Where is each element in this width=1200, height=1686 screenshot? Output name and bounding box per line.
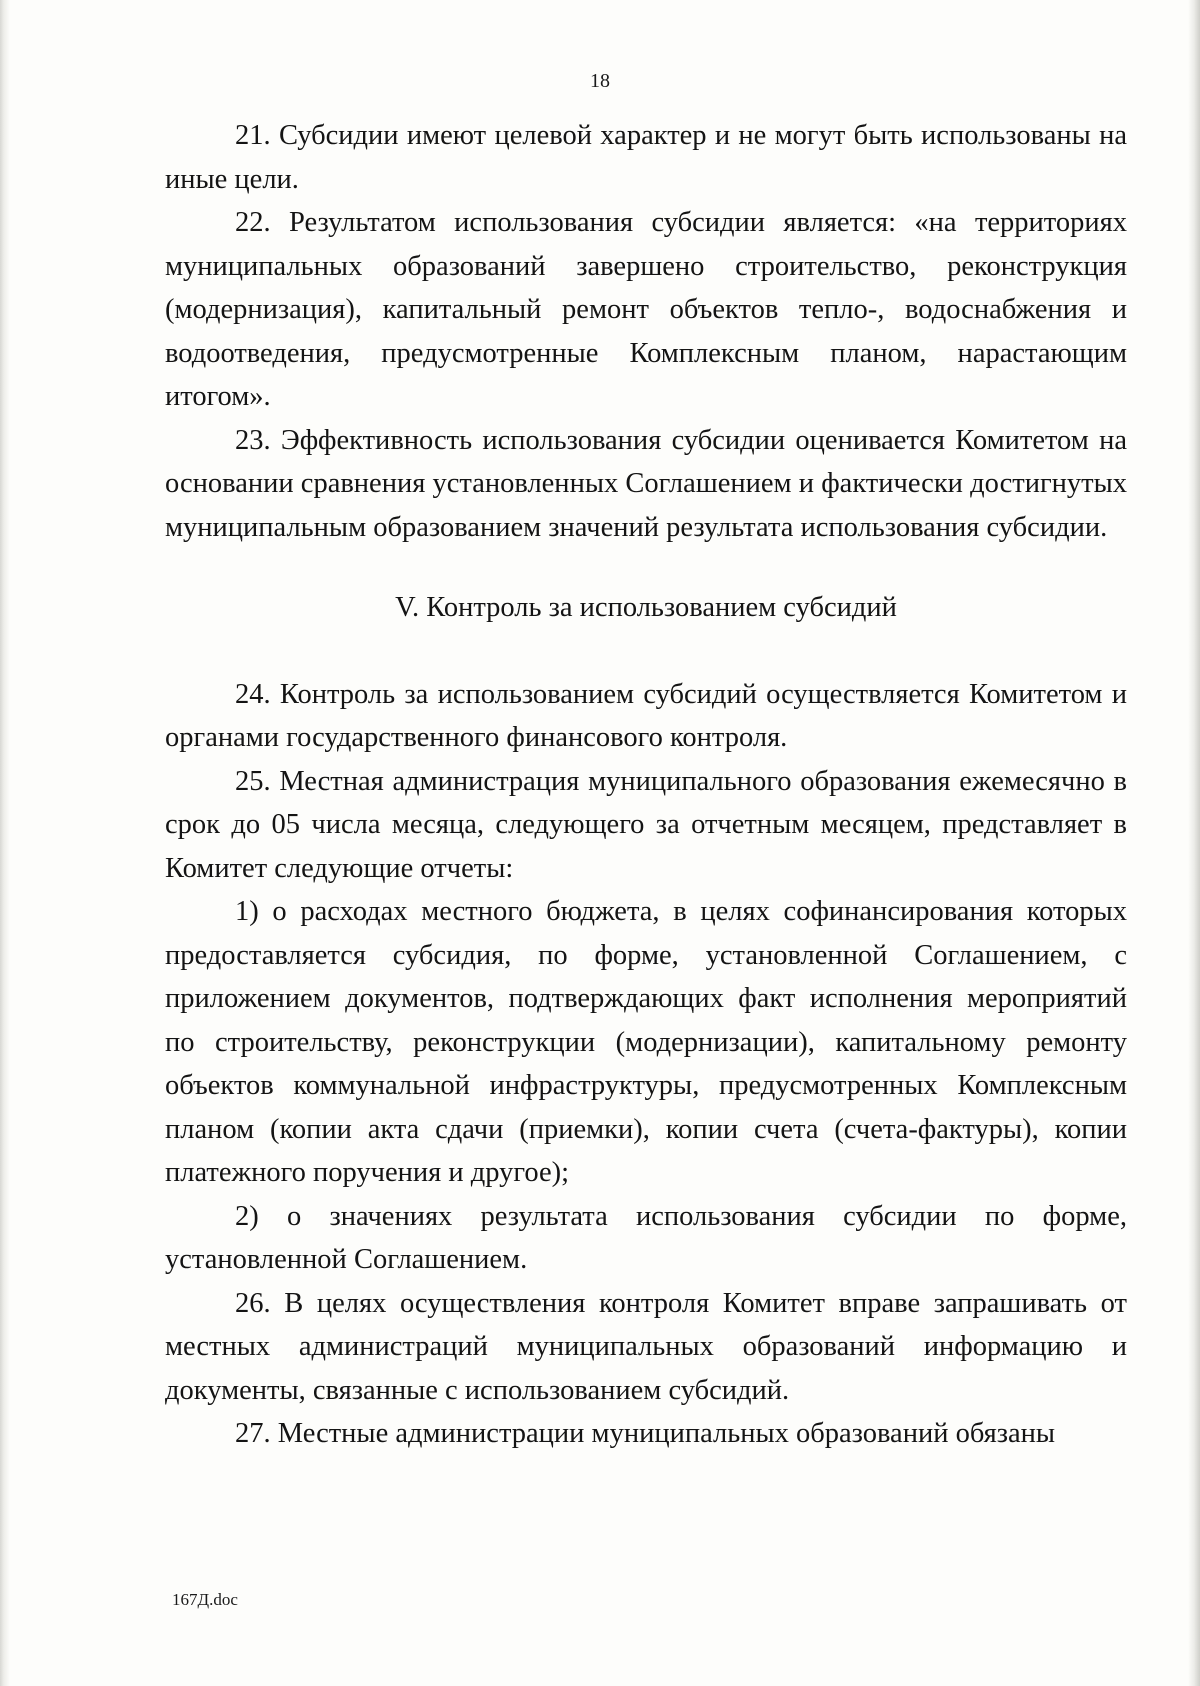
paragraph-25: 25. Местная администрация муниципального образования ежемесячно в срок до 05 числа месяца, следующего за отчетным месяцем, представляет в Комитет следующие отчеты: bbox=[165, 765, 1127, 884]
paragraph-26: 26. В целях осуществления контроля Комитет вправе запрашивать от местных администраций муниципальных образований информацию и документы, связанные с использованием субсидий. bbox=[165, 1287, 1127, 1406]
scan-edge-right bbox=[1188, 0, 1200, 1686]
paragraph-22: 22. Результатом использования субсидии является: «на территориях муниципальных образований завершено строительство, реконструкция (модернизация), капитальный ремонт объектов тепло-, водоснабжения и водоотведения, предусмотренные Комплексным планом, нарастающим итогом». bbox=[165, 207, 1127, 412]
footer-filename: 167Д.doc bbox=[172, 1590, 238, 1609]
section-heading: V. Контроль за использованием субсидий bbox=[395, 592, 897, 623]
paragraph-24: 24. Контроль за использованием субсидий осуществляется Комитетом и органами государственного финансового контроля. bbox=[165, 678, 1127, 753]
document-body bbox=[165, 114, 1127, 1456]
paragraph-25-item-1: 1) о расходах местного бюджета, в целях софинансирования которых предоставляется субсидия, по форме, установленной Соглашением, с приложением документов, подтверждающих факт исполнения мероприятий по строительству, реконструкции (модернизации), капитальному ремонту объектов коммунальной инфраструктуры, предусмотренных Комплексным планом (копии акта сдачи (приемки), копии счета (счета-фактуры), копии платежного поручения и другое); bbox=[165, 896, 1127, 1188]
paragraph-23: 23. Эффективность использования субсидии оценивается Комитетом на основании сравнения установленных Соглашением и фактически достигнутых муниципальным образованием значений результата использования субсидии. bbox=[165, 424, 1127, 543]
page-number: 18 bbox=[590, 70, 610, 92]
paragraph-27: 27. Местные администрации муниципальных образований обязаны bbox=[235, 1418, 1056, 1449]
paragraph-25-item-2: 2) о значениях результата использования субсидии по форме, установленной Соглашением. bbox=[165, 1200, 1127, 1275]
paragraph-21: 21. Субсидии имеют целевой характер и не могут быть использованы на иные цели. bbox=[165, 120, 1127, 195]
scan-edge-left bbox=[0, 0, 10, 1686]
